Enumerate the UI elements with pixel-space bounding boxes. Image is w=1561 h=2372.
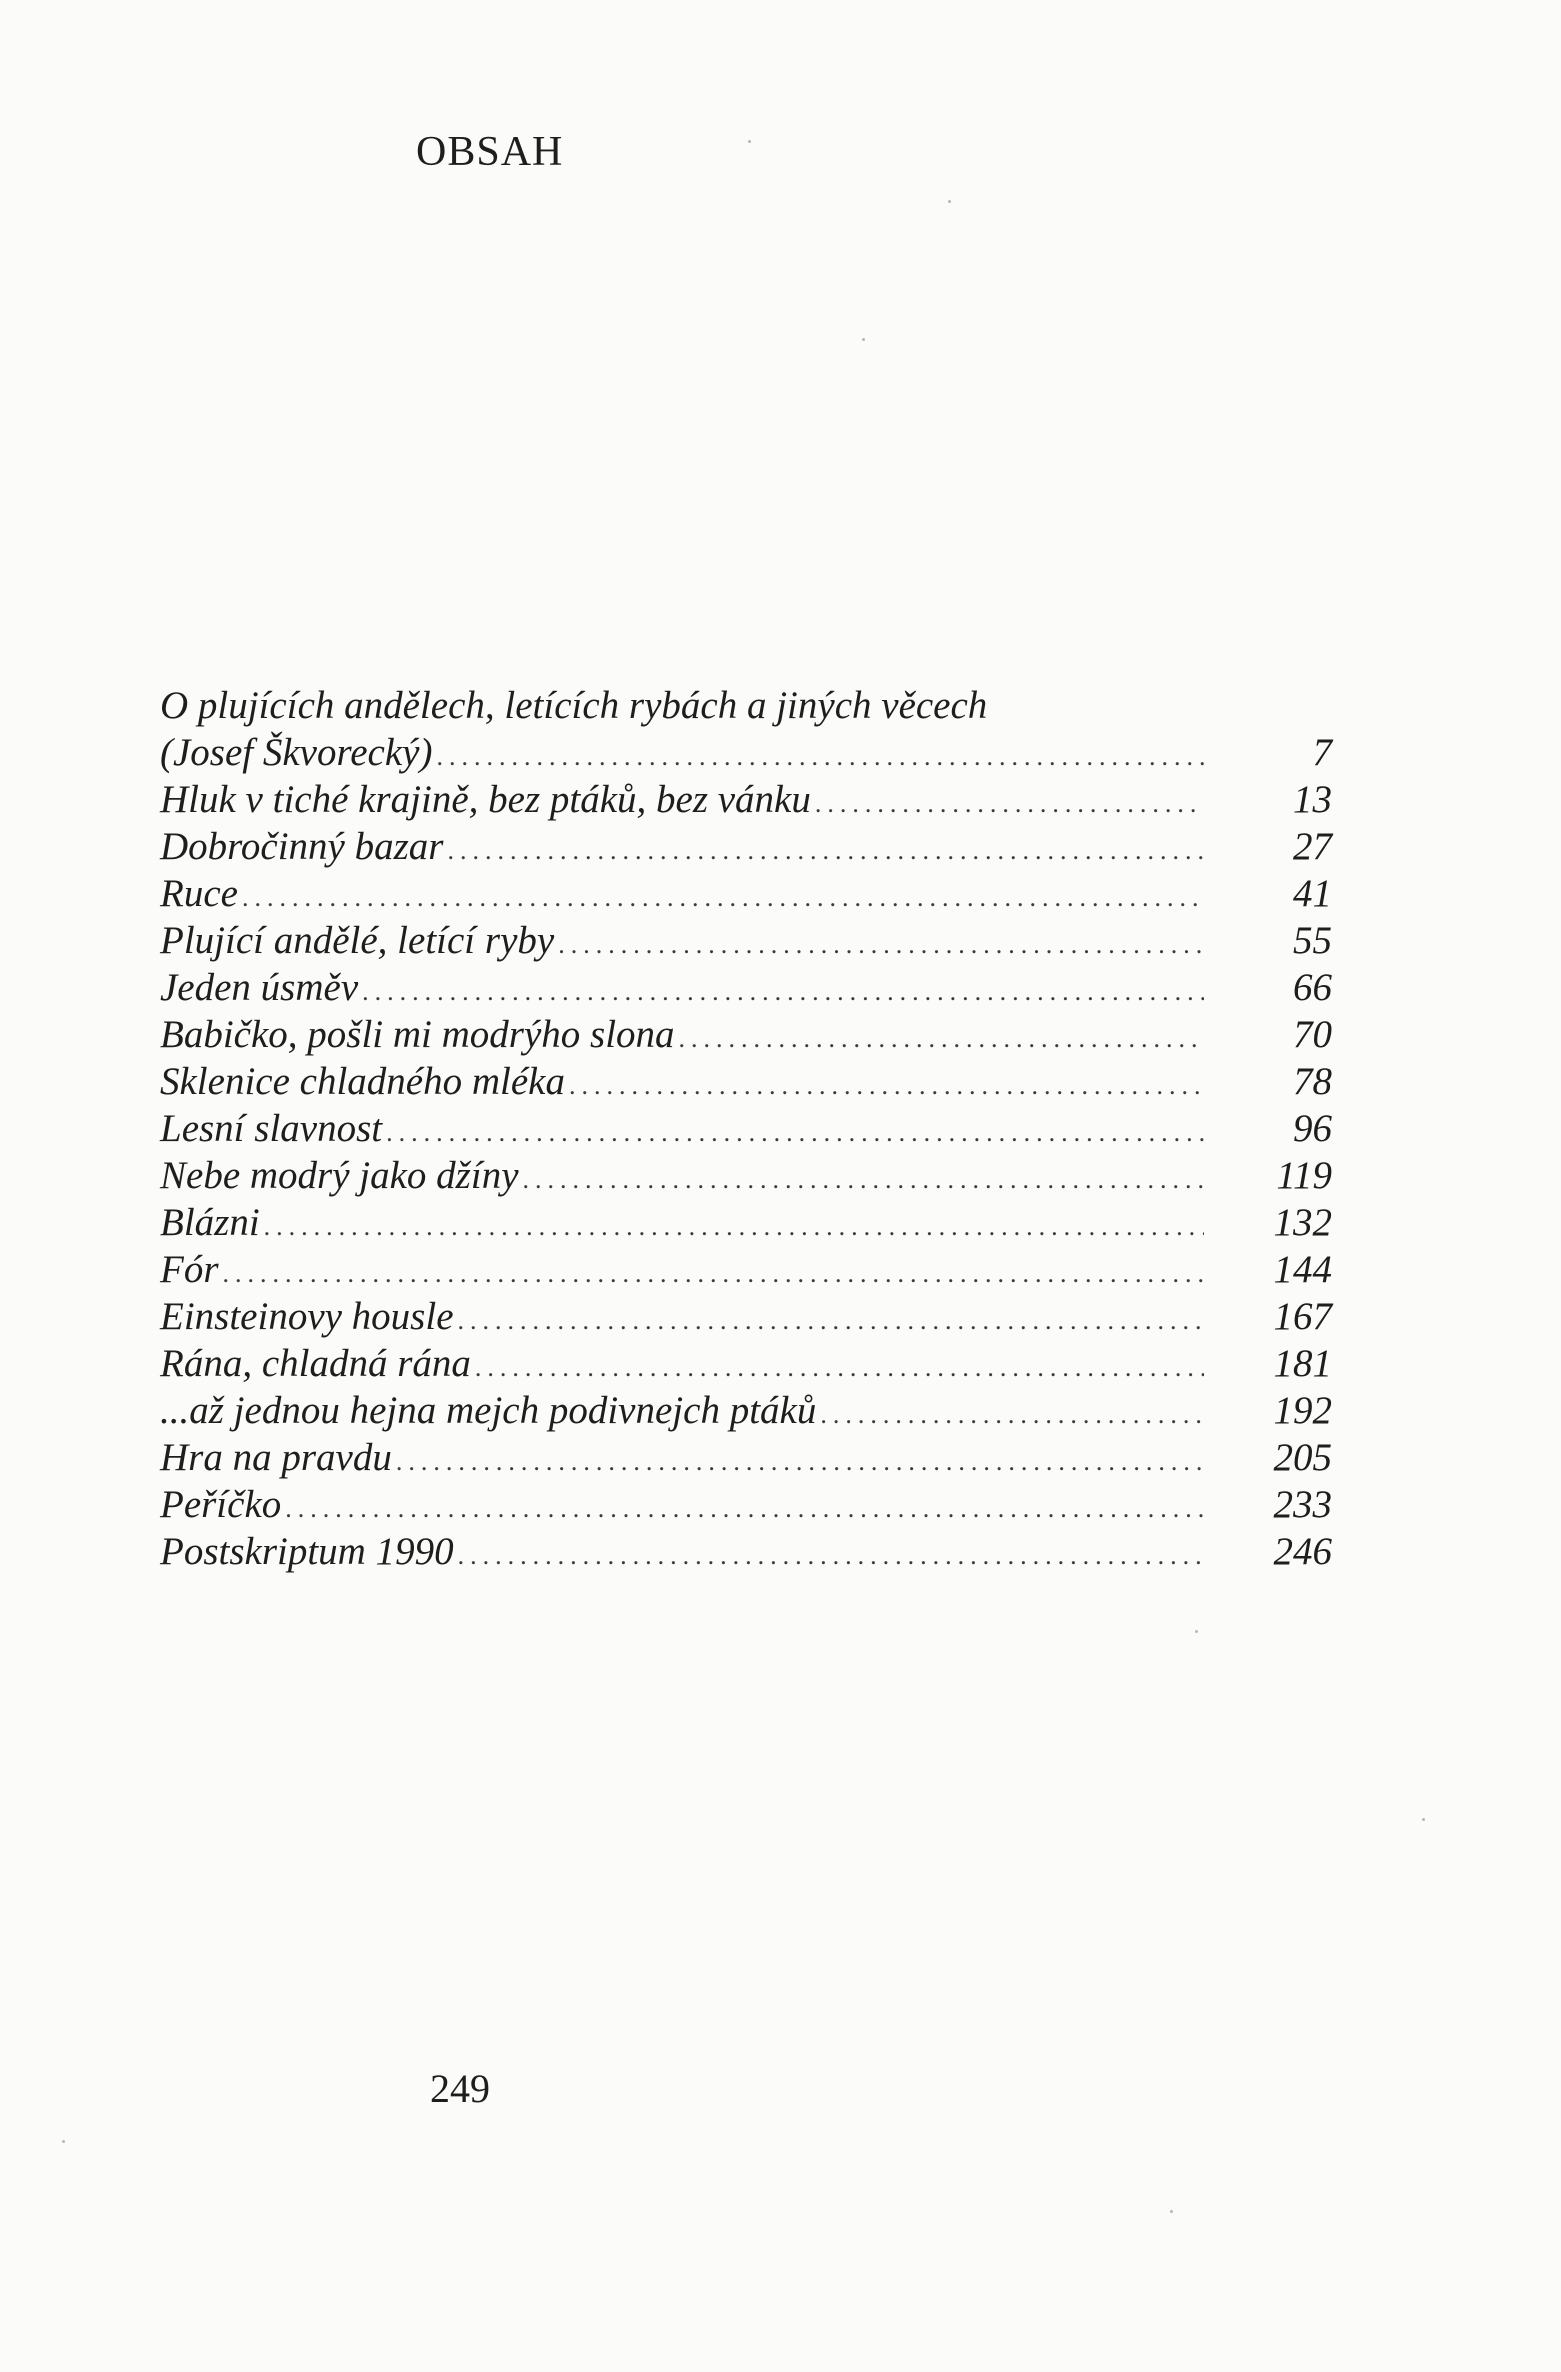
toc-entry-list: [160, 729, 1340, 1575]
contents-heading: OBSAH: [416, 129, 564, 175]
toc-entry: [160, 1340, 1340, 1387]
dot-leader: [523, 1156, 1204, 1203]
toc-entry-title: ...až jednou hejna mejch podivnejch ptáků: [160, 1389, 817, 1432]
toc-entry-title: Plující andělé, letící ryby: [160, 919, 555, 962]
toc-entry-title: Blázni: [160, 1201, 260, 1244]
toc-entry: [160, 1105, 1340, 1152]
toc-entry-page: 13: [1293, 778, 1332, 821]
toc-entry-page: 41: [1293, 872, 1332, 915]
paper-speck: [1422, 1818, 1425, 1821]
toc-entry-title: Babičko, pošli mi modrýho slona: [160, 1013, 675, 1056]
dot-leader: [386, 1109, 1204, 1156]
toc-entry-page: 70: [1293, 1013, 1332, 1056]
toc-entry-title: Einsteinovy housle: [160, 1295, 454, 1338]
paper-speck: [62, 2140, 65, 2143]
toc-entry-title: Jeden úsměv: [160, 966, 359, 1009]
toc-entry: [160, 1199, 1340, 1246]
dot-leader: [223, 1250, 1205, 1297]
dot-leader: [820, 1391, 1204, 1438]
toc-entry-page: 233: [1273, 1483, 1332, 1526]
toc-entry-page: 181: [1273, 1342, 1332, 1385]
toc-entry-title: Postskriptum 1990: [160, 1530, 454, 1573]
dot-leader: [362, 968, 1204, 1015]
toc-entry: [160, 776, 1340, 823]
table-of-contents: [160, 682, 1340, 1575]
toc-entry: [160, 917, 1340, 964]
toc-entry-title: Fór: [160, 1248, 219, 1291]
paper-speck: [862, 338, 865, 341]
toc-entry-title: (Josef Škvorecký): [160, 731, 433, 774]
toc-entry: [160, 1434, 1340, 1481]
toc-entry-title: Ruce: [160, 872, 238, 915]
toc-entry-page: 55: [1293, 919, 1332, 962]
toc-entry: [160, 1528, 1340, 1575]
dot-leader: [436, 733, 1204, 780]
dot-leader: [558, 921, 1204, 968]
toc-entry-title-line: O plujících andělech, letících rybách a jiných věcech: [160, 684, 988, 727]
toc-entry-title: Hra na pravdu: [160, 1436, 392, 1479]
dot-leader: [264, 1203, 1204, 1250]
toc-entry: [160, 1481, 1340, 1528]
toc-entry: [160, 1293, 1340, 1340]
paper-speck: [1170, 2210, 1173, 2213]
toc-entry-page: 144: [1273, 1248, 1332, 1291]
dot-leader: [285, 1485, 1204, 1532]
toc-entry-title: Sklenice chladného mléka: [160, 1060, 565, 1103]
toc-entry-page: 119: [1276, 1154, 1332, 1197]
paper-speck: [748, 140, 751, 143]
toc-entry: [160, 870, 1340, 917]
toc-entry: [160, 823, 1340, 870]
toc-entry: [160, 1246, 1340, 1293]
paper-speck: [948, 200, 951, 203]
toc-entry-page: 27: [1293, 825, 1332, 868]
dot-leader: [569, 1062, 1204, 1109]
dot-leader: [447, 827, 1204, 874]
toc-entry: [160, 1387, 1340, 1434]
dot-leader: [396, 1438, 1204, 1485]
toc-entry-page: 78: [1293, 1060, 1332, 1103]
toc-entry-page: 66: [1293, 966, 1332, 1009]
dot-leader: [458, 1297, 1204, 1344]
dot-leader: [242, 874, 1204, 921]
toc-entry-title: Peříčko: [160, 1483, 282, 1526]
toc-entry: [160, 729, 1340, 776]
toc-entry-page: 96: [1293, 1107, 1332, 1150]
toc-entry: [160, 1011, 1340, 1058]
dot-leader: [458, 1532, 1204, 1579]
toc-entry-page: 7: [1312, 731, 1332, 774]
toc-entry: [160, 964, 1340, 1011]
toc-entry-title: Rána, chladná rána: [160, 1342, 471, 1385]
toc-entry-title: Nebe modrý jako džíny: [160, 1154, 519, 1197]
toc-entry: [160, 1152, 1340, 1199]
toc-entry: [160, 1058, 1340, 1105]
page-number: 249: [430, 2066, 490, 2111]
toc-entry-page: 192: [1273, 1389, 1332, 1432]
dot-leader: [815, 780, 1204, 827]
dot-leader: [679, 1015, 1204, 1062]
toc-entry-title: Dobročinný bazar: [160, 825, 444, 868]
toc-entry-page: 132: [1273, 1201, 1332, 1244]
toc-entry-page: 167: [1273, 1295, 1332, 1338]
toc-entry-page: 205: [1273, 1436, 1332, 1479]
dot-leader: [475, 1344, 1204, 1391]
toc-entry-title: Lesní slavnost: [160, 1107, 383, 1150]
paper-speck: [1195, 1630, 1198, 1633]
toc-entry-page: 246: [1273, 1530, 1332, 1573]
toc-entry-title: Hluk v tiché krajině, bez ptáků, bez vánku: [160, 778, 811, 821]
